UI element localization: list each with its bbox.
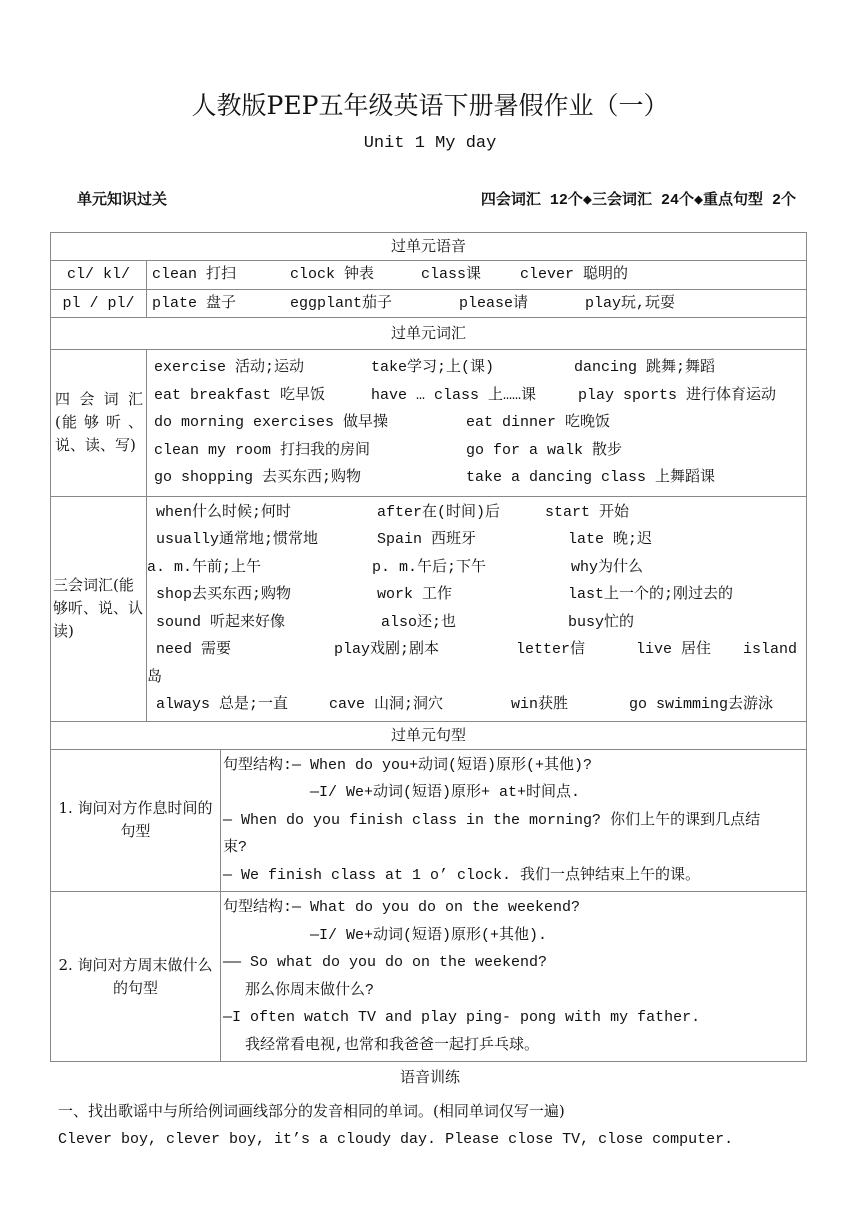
pattern-line: 束? bbox=[223, 839, 248, 856]
section-heading: 单元知识过关 bbox=[77, 190, 168, 208]
three-skill-words bbox=[147, 496, 807, 721]
vocab-heading: 过单元词汇 bbox=[51, 318, 807, 350]
pattern-content bbox=[221, 749, 807, 892]
pattern-line: —I/ We+动词(短语)原形(+其他). bbox=[310, 926, 548, 944]
vocab-word: busy忙的 bbox=[568, 613, 635, 631]
pattern-line: — When do you finish class in the morning? 你们上午的课到几点结 bbox=[223, 811, 761, 829]
pattern-line: —I/ We+动词(短语)原形+ at+时间点. bbox=[310, 784, 581, 801]
vocab-word: Spain 西班牙 bbox=[377, 531, 477, 548]
pattern-line: 我经常看电视,也常和我爸爸一起打乒乓球。 bbox=[245, 1036, 540, 1054]
vocab-word: eat dinner 吃晚饭 bbox=[466, 414, 611, 431]
vocab-word: take学习;上(课) bbox=[371, 359, 495, 376]
vocab-word: play戏剧;剧本 bbox=[334, 641, 440, 658]
vocab-word: 岛 bbox=[147, 668, 163, 686]
pattern-line: 句型结构:— When do you+动词(短语)原形(+其他)? bbox=[223, 756, 593, 774]
vocab-word: sound 听起来好像 bbox=[156, 613, 286, 631]
vocab-word: eat breakfast 吃早饭 bbox=[154, 386, 326, 404]
phonics-label: cl/ kl/ bbox=[51, 261, 147, 290]
pattern-line: 句型结构:— What do you do on the weekend? bbox=[223, 899, 581, 916]
three-skill-label: 三会词汇(能够听、说、认读) bbox=[51, 496, 147, 721]
vocab-word: always 总是;一直 bbox=[156, 696, 289, 713]
phonics-word: play玩,玩耍 bbox=[585, 294, 676, 312]
vocab-word: work 工作 bbox=[377, 586, 453, 603]
pattern-line: — We finish class at 1 o’ clock. 我们一点钟结束上午的课。 bbox=[223, 866, 701, 884]
pattern-label: 1. 询问对方作息时间的句型 bbox=[51, 749, 221, 892]
vocab-word: take a dancing class 上舞蹈课 bbox=[466, 469, 716, 486]
phonics-word: plate 盘子 bbox=[152, 294, 237, 312]
page-title: 人教版PEP五年级英语下册暑假作业（一） bbox=[191, 91, 669, 120]
unit-subtitle: Unit 1 My day bbox=[363, 134, 497, 153]
vocab-word: last上一个的;刚过去的 bbox=[568, 586, 734, 603]
vocab-word: a. m.午前;上午 bbox=[147, 558, 262, 576]
knowledge-table bbox=[50, 232, 807, 1062]
pattern-line: —— So what do you do on the weekend? bbox=[223, 954, 548, 971]
vocab-word: late 晚;迟 bbox=[568, 531, 653, 548]
patterns-heading: 过单元句型 bbox=[51, 721, 807, 749]
vocab-word: after在(时间)后 bbox=[377, 503, 501, 521]
vocab-word: go for a walk 散步 bbox=[466, 441, 623, 459]
phonics-word: clean 打扫 bbox=[152, 266, 237, 283]
vocab-word: shop去买东西;购物 bbox=[156, 586, 292, 603]
phonics-words bbox=[147, 261, 807, 290]
vocab-word: cave 山洞;洞穴 bbox=[329, 696, 444, 713]
voice-training-heading: 语音训练 bbox=[399, 1068, 460, 1086]
vocab-word: have … class 上……课 bbox=[371, 386, 537, 404]
vocab-word: exercise 活动;运动 bbox=[154, 359, 305, 376]
vocab-word: dancing 跳舞;舞蹈 bbox=[574, 359, 716, 376]
vocab-word: do morning exercises 做早操 bbox=[154, 414, 389, 431]
vocab-word: live 居住 bbox=[636, 641, 712, 658]
four-skill-words bbox=[147, 350, 807, 497]
phonics-label: pl / pl/ bbox=[51, 289, 147, 318]
phonics-word: clock 钟表 bbox=[290, 266, 375, 283]
vocab-word: island bbox=[743, 641, 798, 658]
phonics-word: class课 bbox=[421, 266, 482, 283]
vocab-word: also还;也 bbox=[381, 613, 457, 631]
phonics-word: eggplant茄子 bbox=[290, 294, 393, 312]
vocab-word: play sports 进行体育运动 bbox=[578, 386, 777, 404]
phonics-word: clever 聪明的 bbox=[520, 266, 629, 283]
pattern-content bbox=[221, 892, 807, 1062]
vocab-word: need 需要 bbox=[156, 641, 232, 658]
vocab-word: when什么时候;何时 bbox=[156, 503, 292, 521]
pattern-line: —I often watch TV and play ping- pong with my father. bbox=[223, 1009, 701, 1026]
vocab-word: usually通常地;惯常地 bbox=[156, 531, 319, 548]
vocab-word: why为什么 bbox=[571, 558, 644, 576]
word-count-summary: 四会词汇 12个◆三会词汇 24个◆重点句型 2个 bbox=[480, 192, 796, 209]
question-1-text: Clever boy, clever boy, it’s a cloudy day. Please close TV, close computer. bbox=[58, 1131, 734, 1148]
vocab-word: go swimming去游泳 bbox=[629, 696, 774, 713]
vocab-word: p. m.午后;下午 bbox=[372, 558, 487, 576]
vocab-word: clean my room 打扫我的房间 bbox=[154, 441, 371, 459]
phonics-word: please请 bbox=[459, 294, 529, 312]
pattern-line: 那么你周末做什么? bbox=[245, 981, 375, 999]
question-1: 一、找出歌谣中与所给例词画线部分的发音相同的单词。(相同单词仅写一遍) bbox=[58, 1102, 565, 1120]
vocab-word: start 开始 bbox=[545, 503, 630, 521]
vocab-word: win获胜 bbox=[511, 696, 569, 713]
vocab-word: go shopping 去买东西;购物 bbox=[154, 469, 362, 486]
phonics-heading: 过单元语音 bbox=[51, 233, 807, 261]
four-skill-label: 四 会 词 汇 (能 够 听 、说、读、写) bbox=[51, 350, 147, 497]
pattern-label: 2. 询问对方周末做什么的句型 bbox=[51, 892, 221, 1062]
phonics-words bbox=[147, 289, 807, 318]
vocab-word: letter信 bbox=[516, 641, 586, 658]
